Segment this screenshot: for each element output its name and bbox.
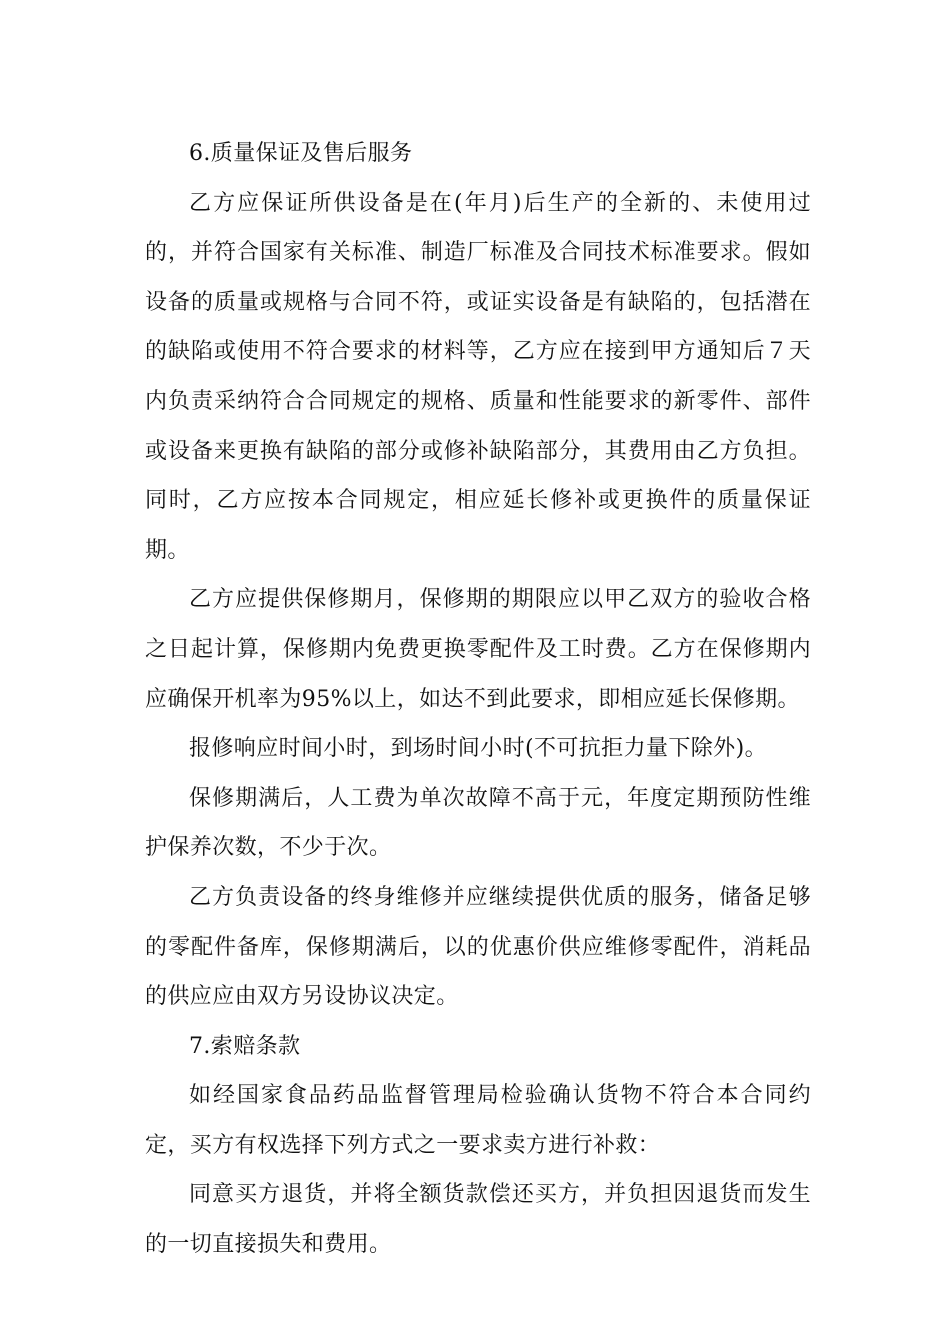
paragraph-post-warranty: 保修期满后，人工费为单次故障不高于元，年度定期预防性维护保养次数，不少于次。 <box>145 785 811 861</box>
document-body <box>145 129 811 1270</box>
paragraph-warranty-period: 乙方应提供保修期月，保修期的期限应以甲乙双方的验收合格之日起计算，保修期内免费更换零配件及工时费。乙方在保修期内应确保开机率为95%以上，如达不到此要求，即相应延长保修期。 <box>145 587 811 712</box>
section-heading-quality: 6.质量保证及售后服务 <box>189 141 413 166</box>
paragraph-return-refund: 同意买方退货，并将全额货款偿还买方，并负担因退货而发生的一切直接损失和费用。 <box>145 1182 811 1258</box>
paragraph-response-time: 报修响应时间小时，到场时间小时(不可抗拒力量下除外)。 <box>189 736 767 762</box>
paragraph-quality-guarantee: 乙方应保证所供设备是在(年月)后生产的全新的、未使用过的，并符合国家有关标准、制造厂标准及合同技术标准要求。假如设备的质量或规格与合同不符，或证实设备是有缺陷的，包括潜在的缺陷或使用不符合要求的材料等，乙方应在接到甲方通知后７天内负责采纳符合合同规定的规格、质量和性能要求的新零件、部件或设备来更换有缺陷的部分或修补缺陷部分，其费用由乙方负担。同时，乙方应按本合同规定，相应延长修补或更换件的质量保证期。 <box>145 190 811 563</box>
paragraph-claims-intro: 如经国家食品药品监督管理局检验确认货物不符合本合同约定，买方有权选择下列方式之一要求卖方进行补救： <box>145 1083 811 1158</box>
paragraph-lifetime-service: 乙方负责设备的终身维修并应继续提供优质的服务，储备足够的零配件备库，保修期满后，以的优惠价供应维修零配件，消耗品的供应应由双方另设协议决定。 <box>145 884 811 1010</box>
section-heading-claims: 7.索赔条款 <box>189 1033 301 1059</box>
